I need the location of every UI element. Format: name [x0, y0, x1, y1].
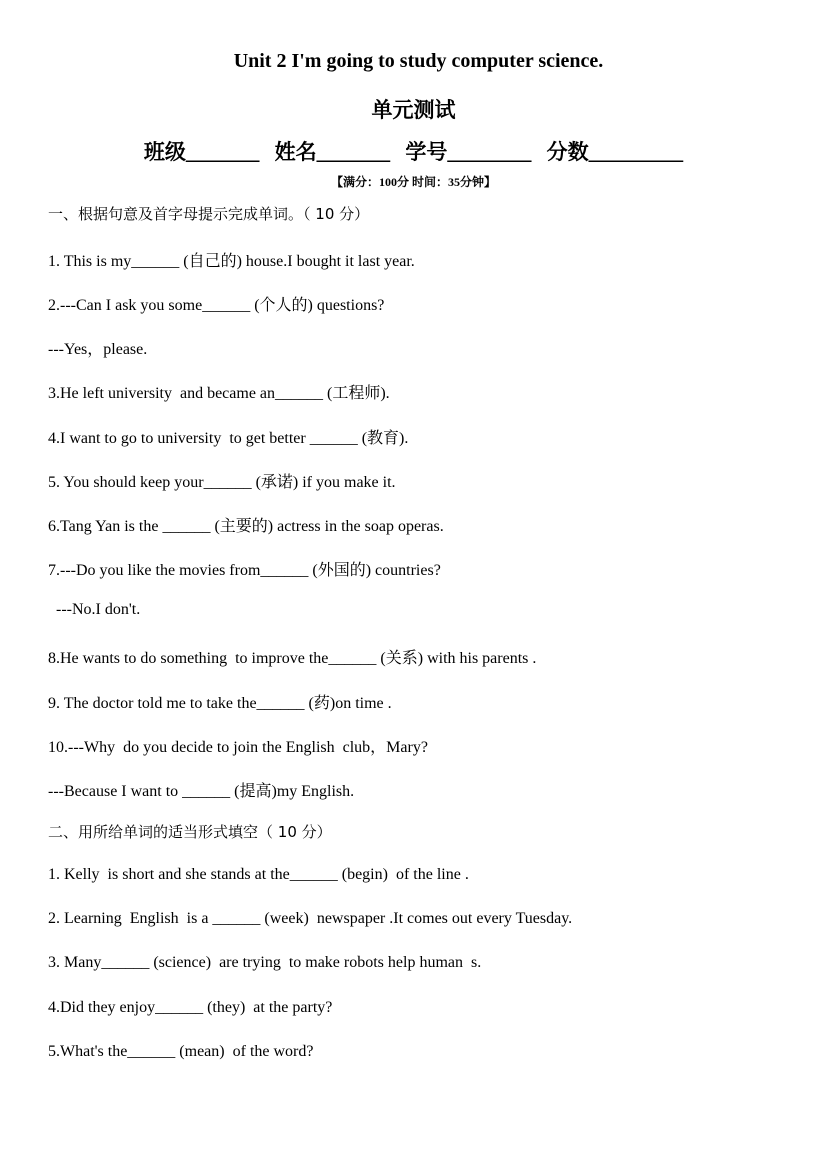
question-line: 3. Many______ (science) are trying to make robots help human s. — [48, 954, 482, 971]
class-field: 班级_______ — [143, 140, 260, 164]
question-line: 1. This is my______ (自己的) house.I bought it last year. — [48, 253, 415, 270]
score-info: 【满分：100分 时间：35分钟】 — [330, 175, 496, 189]
question-line: 2. Learning English is a ______ (week) newspaper .It comes out every Tuesday. — [48, 910, 573, 927]
question-line: 10.---Why do you decide to join the English club，Mary? — [48, 739, 428, 756]
name-field: 姓名_______ — [274, 140, 391, 164]
section-1-heading: 一、根据句意及首字母提示完成单词。（ 10 分） — [48, 205, 370, 223]
question-line: ---Because I want to ______ (提高)my English. — [48, 783, 355, 800]
question-line: 9. The doctor told me to take the______ (药)on time . — [48, 695, 392, 712]
question-line: ---Yes，please. — [48, 341, 148, 358]
score-field: 分数_________ — [546, 140, 684, 164]
page-title: Unit 2 I'm going to study computer science. — [233, 50, 604, 72]
student-info-row — [0, 136, 827, 166]
page-subtitle: 单元测试 — [371, 98, 456, 122]
question-line: 3.He left university and became an______ (工程师). — [48, 385, 390, 402]
question-line: ---No.I don't. — [48, 601, 141, 618]
question-line: 4.I want to go to university to get better ______ (教育). — [48, 430, 409, 447]
question-line: 8.He wants to do something to improve the______ (关系) with his parents . — [48, 650, 537, 667]
student-number-field: 学号________ — [405, 140, 532, 164]
question-line: 5.What's the______ (mean) of the word? — [48, 1043, 314, 1060]
question-line: 2.---Can I ask you some______ (个人的) questions? — [48, 297, 385, 314]
question-line: 4.Did they enjoy______ (they) at the party? — [48, 999, 333, 1016]
question-line: 5. You should keep your______ (承诺) if you make it. — [48, 474, 396, 491]
question-line: 6.Tang Yan is the ______ (主要的) actress in the soap operas. — [48, 518, 444, 535]
question-line: 7.---Do you like the movies from______ (外国的) countries? — [48, 562, 441, 579]
question-line: 1. Kelly is short and she stands at the______ (begin) of the line . — [48, 866, 469, 883]
section-2-heading: 二、用所给单词的适当形式填空（ 10 分） — [48, 823, 332, 841]
